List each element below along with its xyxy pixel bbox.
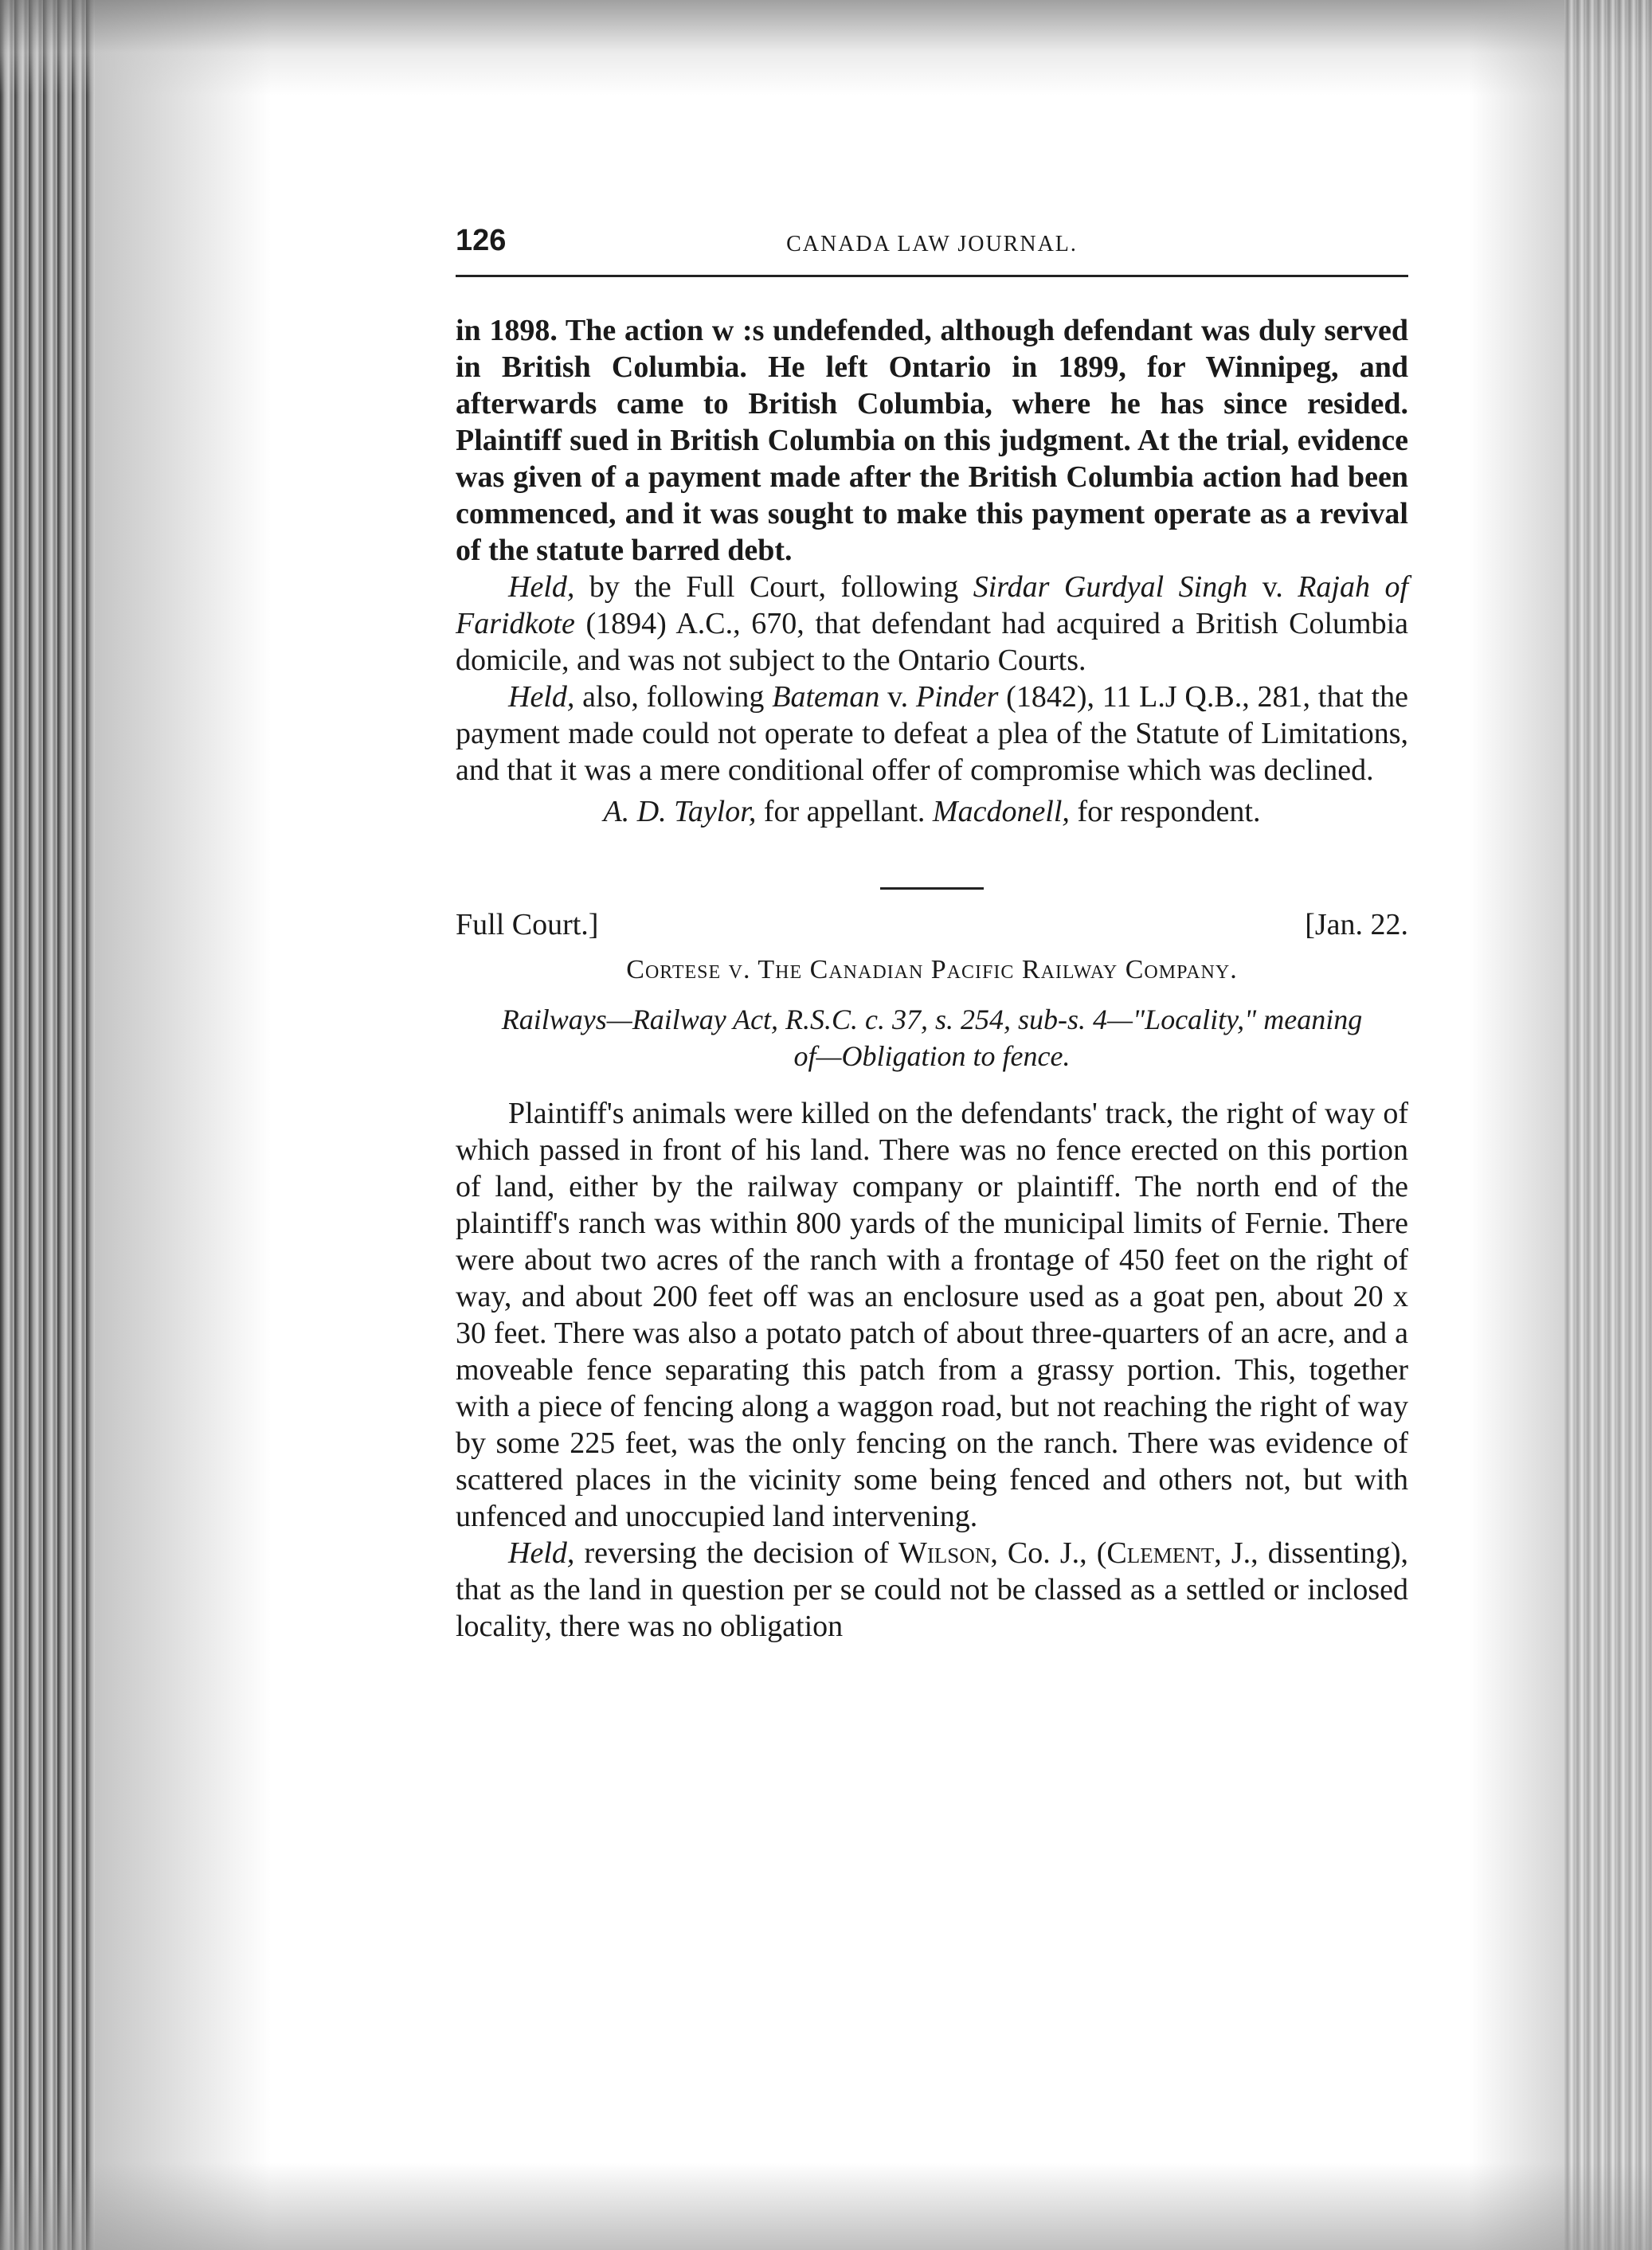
journal-page <box>456 219 1408 1645</box>
case1-facts-paragraph: in 1898. The action w :s undefended, although defendant was duly served in British Columbia. He left Ontario in 1899, for Winnipeg, and afterwards came to British Columbia, where he has since resided. Plaintiff sued in British Columbia on this judgment. At the trial, evidence was given of a payment made after the British Columbia action had been commenced, and it was sought to make this payment operate as a revival of the statute barred debt. <box>456 314 1408 567</box>
page-number: 126 <box>456 224 507 257</box>
scan-edge-left <box>0 0 96 2250</box>
appellant-counsel: A. D. Taylor, <box>603 795 757 828</box>
page-header <box>456 219 1408 277</box>
case1-held-also-paragraph <box>456 679 1408 788</box>
scan-shadow-right <box>1469 0 1564 2250</box>
cited-case-party: Bateman <box>772 680 880 714</box>
held-label: Held, <box>508 680 575 714</box>
held-text: reversing the decision of <box>574 1536 898 1570</box>
cited-case-party: Pinder <box>915 680 999 714</box>
scan-edge-bottom <box>0 2162 1652 2250</box>
versus-text: v. <box>879 680 916 714</box>
held-text: , J., dissenting), that as the land in question per se could not be classed as a settled or inclosed locality, there was no obligation <box>456 1536 1408 1643</box>
held-text: (1894) A.C., 670, that defendant had acquired a British Columbia domicile, and was not subject to the Ontario Courts. <box>456 607 1408 677</box>
cited-case-party: Sirdar Gurdyal Singh <box>973 570 1248 604</box>
scan-edge-right <box>1564 0 1652 2250</box>
respondent-counsel: Macdonell, <box>932 795 1070 828</box>
judge-name: Clement <box>1106 1536 1215 1570</box>
versus-text: v. <box>1247 570 1298 604</box>
court-name: Full Court.] <box>456 908 599 941</box>
counsel-line <box>456 793 1408 830</box>
decision-date: [Jan. 22. <box>1305 908 1408 941</box>
case2-held-paragraph <box>456 1535 1408 1645</box>
case-headnote: Railways—Railway Act, R.S.C. c. 37, s. 254, sub-s. 4—"Locality," meaning of—Obligation to fence. <box>501 1004 1363 1072</box>
scan-shadow-left <box>96 0 271 2250</box>
respondent-role: for respondent. <box>1069 795 1261 828</box>
held-text: also, following <box>574 680 773 714</box>
case2-facts-paragraph: Plaintiff's animals were killed on the defendants' track, the right of way of which passed in front of his land. There was no fence erected on this portion of land, either by the railway company or plaintiff. The north end of the plaintiff's ranch was within 800 yards of the municipal limits of Fernie. There were about two acres of the ranch with a frontage of 450 feet on the right of way, and about 200 feet off was an enclosure used as a goat pen, about 20 x 30 feet. There was also a potato patch of about three-quarters of an acre, and a moveable fence separating this patch from a grassy portion. This, together with a piece of fencing along a waggon road, but not reaching the right of way by some 225 feet, was the only fencing on the ranch. There was evidence of scattered places in the vicinity some being fenced and others not, but with unfenced and unoccupied land intervening. <box>456 1097 1408 1533</box>
appellant-role: for appellant. <box>756 795 933 828</box>
court-date-line <box>456 907 1408 949</box>
held-text: (1842), 11 L.J Q.B., 281, that the payment made could not operate to defeat a plea of the Statute of Limitations, and that it was a mere conditional offer of compromise which was declined. <box>456 680 1408 787</box>
running-title: CANADA LAW JOURNAL. <box>786 232 1078 256</box>
held-text: , Co. J., ( <box>990 1536 1107 1570</box>
held-label: Held, <box>508 570 575 604</box>
held-text: by the Full Court, following <box>574 570 973 604</box>
judge-name: Wilson <box>898 1536 991 1570</box>
held-label: Held, <box>508 1536 575 1570</box>
page-body <box>456 312 1408 1645</box>
section-divider <box>880 887 984 890</box>
case1-held-paragraph <box>456 569 1408 679</box>
scan-edge-top <box>0 0 1652 96</box>
cited-case-party: Rajah of Faridkote <box>456 570 1409 640</box>
case-title: Cortese v. The Canadian Pacific Railway Company. <box>626 955 1238 984</box>
